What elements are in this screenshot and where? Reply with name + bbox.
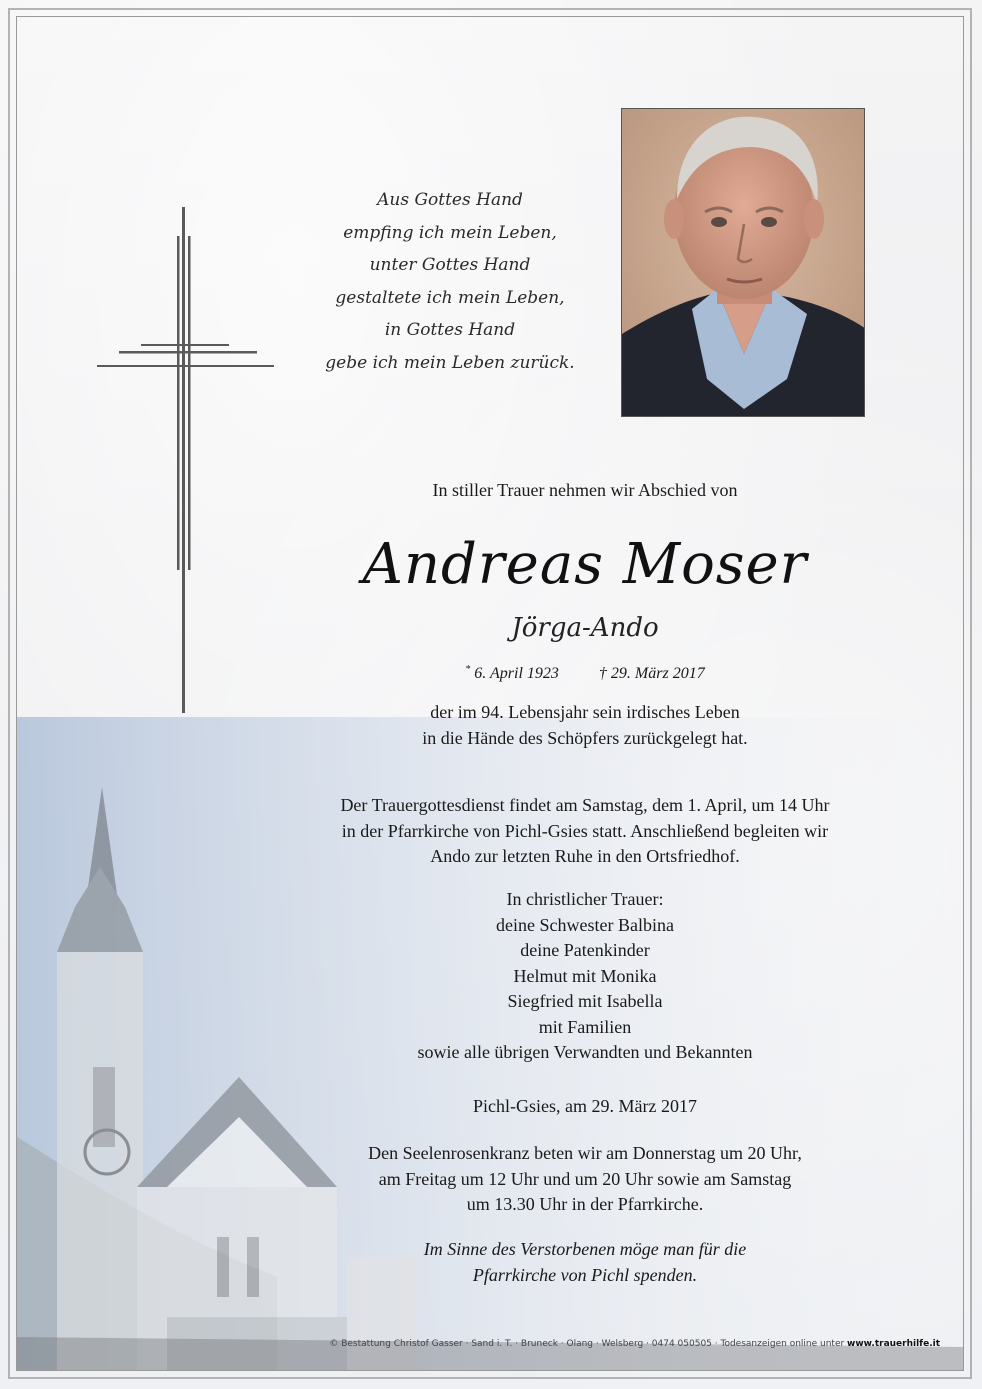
rosary-info	[290, 1141, 880, 1218]
footer	[329, 1339, 940, 1349]
footer-text: © Bestattung Christof Gasser · Sand i. T. · Bruneck · Olang · Welsberg · 0474 050505 · Todesanzeigen online unter	[329, 1339, 848, 1349]
poem-line: gebe ich mein Leben zurück.	[325, 352, 575, 373]
death-date	[599, 665, 705, 683]
poem	[300, 184, 600, 379]
poem-line: in Gottes Hand	[384, 320, 516, 340]
birth-symbol: *	[465, 664, 471, 675]
text-line: um 13.30 Uhr in der Pfarrkirche.	[466, 1194, 704, 1214]
mourner: mit Familien	[538, 1016, 632, 1037]
cross-icon	[17, 17, 317, 737]
text-line: der im 94. Lebensjahr sein irdisches Leben	[430, 702, 740, 722]
life-dates	[290, 664, 880, 683]
text-line: in die Hände des Schöpfers zurückgelegt hat.	[422, 727, 748, 748]
poem-line: gestaltete ich mein Leben,	[335, 287, 565, 308]
mourner: Helmut mit Monika	[513, 965, 657, 986]
text-line: Den Seelenrosenkranz beten wir am Donnerstag um 20 Uhr,	[368, 1143, 802, 1163]
text-line: Pfarrkirche von Pichl spenden.	[472, 1264, 698, 1285]
text-line: am Freitag um 12 Uhr und um 20 Uhr sowie am Samstag	[378, 1168, 792, 1189]
text-line: in der Pfarrkirche von Pichl-Gsies statt. Anschließend begleiten wir	[341, 820, 829, 841]
mourner: deine Schwester Balbina	[496, 914, 674, 935]
mourners-heading: In christlicher Trauer:	[506, 889, 664, 909]
poem-line: Aus Gottes Hand	[377, 190, 523, 210]
funeral-service-info	[290, 793, 880, 870]
intro-text: In stiller Trauer nehmen wir Abschied von	[432, 480, 738, 500]
death-date-text: 29. März 2017	[610, 665, 705, 683]
text-line: Der Trauergottesdienst findet am Samstag, dem 1. April, um 14 Uhr	[340, 795, 830, 815]
place-and-date: Pichl-Gsies, am 29. März 2017	[473, 1096, 697, 1116]
poem-line: empfing ich mein Leben,	[343, 222, 557, 243]
birth-date-text: 6. April 1923	[474, 665, 559, 683]
portrait-photo	[621, 108, 865, 417]
mourner: Siegfried mit Isabella	[507, 991, 663, 1011]
deceased-name: Andreas Moser	[362, 532, 808, 597]
text-line: Ando zur letzten Ruhe in den Ortsfriedhof.	[430, 846, 740, 866]
birth-date	[465, 664, 559, 683]
death-symbol: †	[598, 665, 607, 683]
mourner: sowie alle übrigen Verwandten und Bekannten	[417, 1042, 753, 1062]
text-line: Im Sinne des Verstorbenen möge man für die	[423, 1239, 747, 1259]
life-summary	[290, 700, 880, 751]
donation-note	[290, 1237, 880, 1288]
mourners-list	[290, 887, 880, 1066]
mourner: deine Patenkinder	[520, 940, 650, 960]
footer-link[interactable]: www.trauerhilfe.it	[847, 1339, 940, 1349]
deceased-nickname: Jörga-Ando	[511, 613, 659, 643]
poem-line: unter Gottes Hand	[369, 255, 531, 275]
